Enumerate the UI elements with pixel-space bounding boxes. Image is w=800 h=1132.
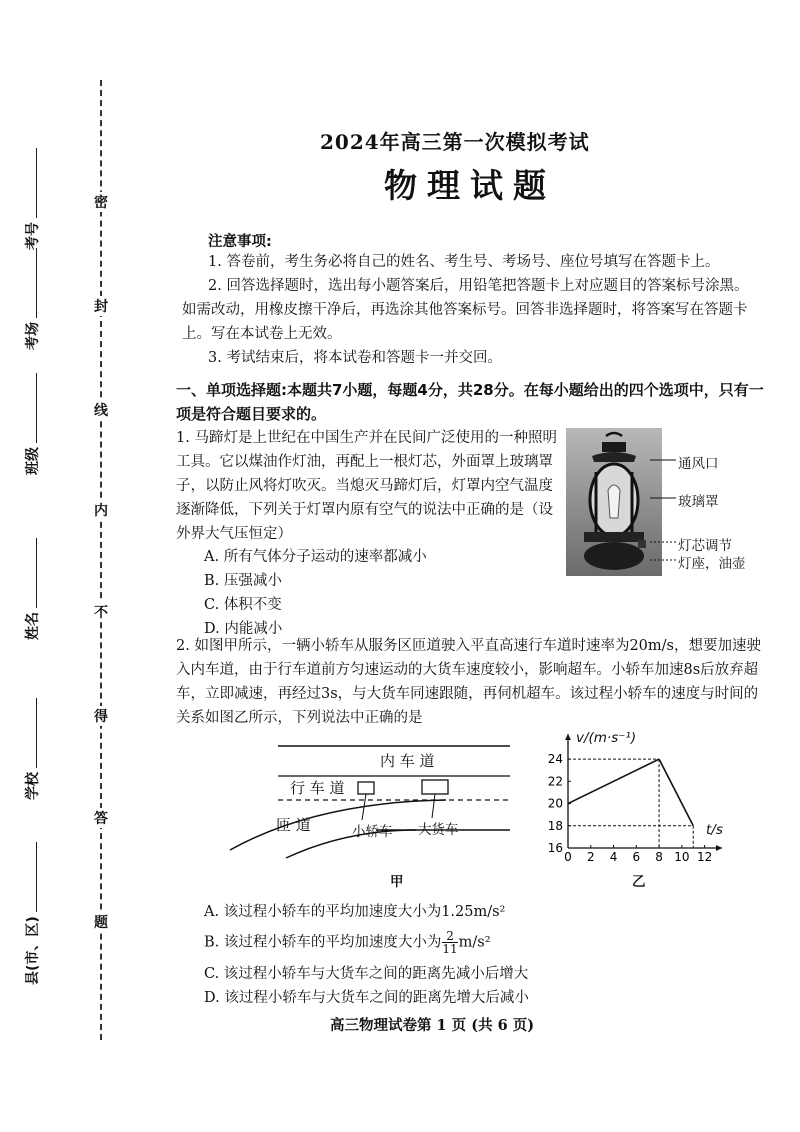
field-county[interactable]: 县(市、区) — [22, 842, 42, 985]
label-travel-lane: 行 车 道 — [290, 779, 345, 797]
x-tick-label: 6 — [632, 850, 641, 864]
seal-char-4: 内 — [92, 500, 110, 520]
q2-option-c[interactable]: C. 该过程小轿车与大货车之间的距离先减小后增大 — [204, 966, 529, 982]
velocity-segment — [568, 759, 659, 803]
vt-ylabel: v/(m·s⁻¹) — [576, 730, 637, 746]
field-exam-room[interactable]: 考场 — [22, 248, 42, 350]
label-truck: 大货车 — [418, 822, 459, 838]
q2-option-b-unit: m/s² — [458, 934, 491, 951]
seal-char-1: 密 — [92, 192, 110, 212]
y-tick-label: 24 — [547, 752, 563, 767]
q1-option-b[interactable]: B. 压强减小 — [204, 573, 282, 589]
truck-icon — [422, 780, 448, 794]
field-class[interactable]: 班级 — [22, 373, 42, 475]
lantern-label-glass: 玻璃罩 — [678, 494, 719, 510]
seal-char-5: 不 — [92, 602, 110, 622]
q1-option-d[interactable]: D. 内能减小 — [204, 621, 283, 637]
y-tick-label: 18 — [547, 818, 563, 833]
vt-chart — [530, 728, 730, 870]
notice-heading: 注意事项: — [208, 234, 272, 250]
exam-title: 2024年高三第一次模拟考试 — [320, 130, 590, 154]
caption-yi: 乙 — [632, 874, 646, 890]
lantern-label-vent: 通风口 — [678, 456, 719, 472]
caption-jia: 甲 — [390, 874, 404, 890]
y-tick-label: 20 — [547, 796, 563, 811]
lantern-leader-lines — [650, 448, 680, 588]
seal-char-3: 线 — [92, 400, 110, 420]
section-1-title: 一、单项选择题:本题共7小题，每题4分，共28分。在每小题给出的四个选项中，只有一项是符合题目要求的。 — [176, 381, 764, 423]
y-axis-arrow — [565, 734, 571, 740]
vt-xlabel: t/s — [706, 822, 723, 838]
x-axis-arrow — [716, 845, 722, 851]
q1-option-c[interactable]: C. 体积不变 — [204, 597, 282, 613]
x-tick-label: 8 — [655, 850, 663, 864]
q2-stem: 2. 如图甲所示，一辆小轿车从服务区匝道驶入平直高速行车道时速率为20m/s，想要加速驶入内车道，由于行车道前方匀速运动的大货车速度较小，影响超车。小轿车加速8s后放弃超车，立即减速，再经过3s，与大货车同速跟随，再伺机超车。该过程小轿车的速度与时间的关系如图乙所示，下列说法中正确的是 — [176, 638, 761, 726]
x-tick-label: 0 — [564, 850, 572, 864]
x-tick-label: 10 — [674, 850, 690, 864]
x-tick-label: 2 — [586, 850, 595, 864]
y-tick-label: 16 — [547, 841, 563, 855]
q2-option-b-text: B. 该过程小轿车的平均加速度大小为 — [204, 934, 442, 951]
notice-item-1: 1. 答卷前，考生务必将自己的姓名、考生号、考场号、座位号填写在答题卡上。 — [208, 254, 720, 270]
seal-char-6: 得 — [92, 706, 110, 726]
q2-option-a[interactable]: A. 该过程小轿车的平均加速度大小为1.25m/s² — [204, 904, 506, 920]
notice-item-3: 3. 考试结束后，将本试卷和答题卡一并交回。 — [208, 350, 502, 366]
field-school[interactable]: 学校 — [22, 698, 42, 800]
q2-option-b[interactable] — [204, 930, 491, 955]
seal-char-2: 封 — [92, 296, 110, 316]
q1-stem: 1. 马蹄灯是上世纪在中国生产并在民间广泛使用的一种照明工具。它以煤油作灯油，再配上一根灯芯，外面罩上玻璃罩子，以防止风将灯吹灭。当熄灭马蹄灯后，灯罩内空气温度逐渐降低，下列关于灯罩内原有空气的说法中正确的是（设外界大气压恒定） — [176, 430, 557, 542]
lantern-photo — [566, 428, 662, 576]
q1-option-a[interactable]: A. 所有气体分子运动的速率都减小 — [204, 549, 427, 565]
seal-char-7: 答 — [92, 808, 110, 828]
notice-item-2: 2. 回答选择题时，选出每小题答案后，用铅笔把答题卡上对应题目的答案标号涂黑。如需改动，用橡皮擦干净后，再选涂其他答案标号。回答非选择题时，将答案写在答题卡上。写在本试卷上无效。 — [182, 278, 749, 342]
x-tick-label: 4 — [609, 850, 618, 864]
lantern-label-wick: 灯芯调节 — [678, 538, 732, 554]
x-tick-label: 12 — [696, 850, 713, 864]
label-inner-lane: 内 车 道 — [380, 752, 435, 770]
label-car: 小轿车 — [352, 824, 393, 840]
page-footer: 高三物理试卷第 1 页 (共 6 页) — [330, 1017, 535, 1034]
field-exam-number[interactable]: 考号 — [22, 148, 42, 250]
velocity-segment — [659, 759, 693, 826]
q2-option-d[interactable]: D. 该过程小轿车与大货车之间的距离先增大后减小 — [204, 990, 529, 1006]
y-tick-label: 22 — [547, 774, 563, 789]
car-icon — [358, 782, 374, 794]
lantern-label-base: 灯座，油壶 — [678, 556, 746, 572]
field-name[interactable]: 姓名 — [22, 538, 42, 640]
seal-char-8: 题 — [92, 912, 110, 932]
binding-line — [100, 80, 102, 1040]
label-ramp: 匝 道 — [276, 816, 311, 834]
q2-option-b-fraction: $\frac{2}{11}$ — [442, 929, 458, 956]
subject-title: 物理试题 — [384, 166, 556, 205]
road-diagram — [226, 740, 516, 860]
